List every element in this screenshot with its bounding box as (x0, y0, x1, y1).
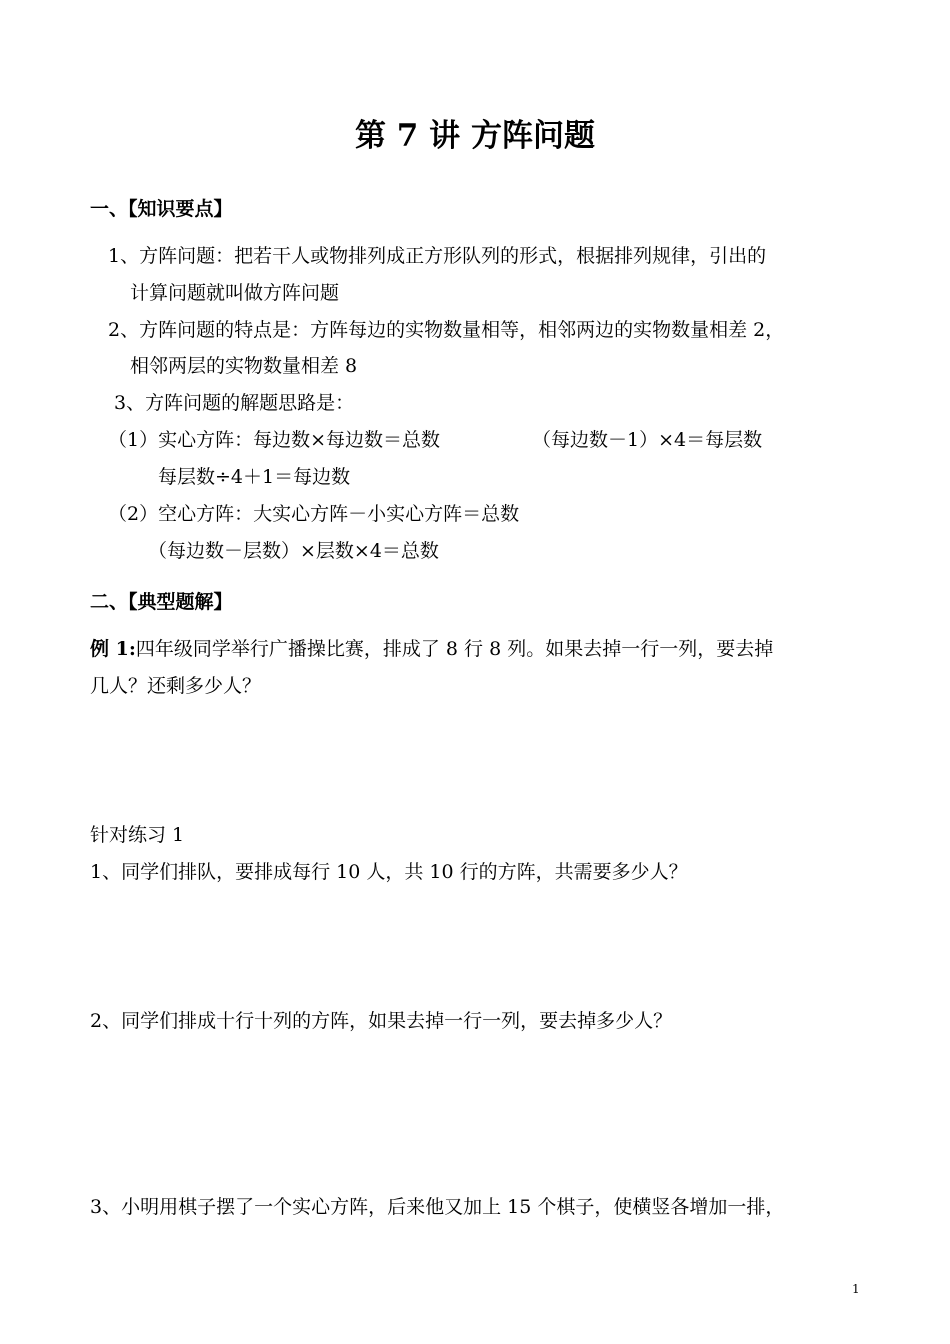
practice-question-2: 2、同学们排成十行十列的方阵，如果去掉一行一列，要去掉多少人？ (90, 1010, 673, 1032)
example-1-line-2: 几人？还剩多少人？ (90, 675, 262, 697)
formula-solid-side: 每层数÷4＋1＝每边数 (158, 466, 351, 488)
formula-solid-total: （1）实心方阵：每边数×每边数＝总数 (108, 429, 441, 451)
knowledge-point-2-line-2: 相邻两层的实物数量相差 8 (130, 355, 358, 377)
formula-solid-layer: （每边数－1）×4＝每层数 (532, 429, 763, 451)
formula-hollow-total: （2）空心方阵：大实心方阵－小实心方阵＝总数 (108, 503, 520, 525)
knowledge-point-2-line-1: 2、方阵问题的特点是：方阵每边的实物数量相等，相邻两边的实物数量相差 2， (108, 319, 785, 341)
knowledge-point-1-line-2: 计算问题就叫做方阵问题 (130, 282, 340, 304)
practice-question-1: 1、同学们排队，要排成每行 10 人，共 10 行的方阵，共需要多少人？ (90, 861, 688, 883)
example-1-label: 例 1: (90, 638, 136, 660)
example-1-line-1 (90, 636, 773, 662)
practice-title: 针对练习 1 (90, 824, 185, 846)
section-heading-knowledge: 一、【知识要点】 (90, 198, 233, 220)
page-title: 第 7 讲 方阵问题 (355, 118, 595, 154)
knowledge-point-1-line-1: 1、方阵问题：把若干人或物排列成正方形队列的形式，根据排列规律，引出的 (108, 245, 767, 267)
knowledge-point-3: 3、方阵问题的解题思路是： (114, 392, 355, 414)
formula-hollow-layers: （每边数－层数）×层数×4＝总数 (148, 540, 439, 562)
practice-question-3: 3、小明用棋子摆了一个实心方阵，后来他又加上 15 个棋子，使横竖各增加一排， (90, 1196, 785, 1218)
example-1-text: 四年级同学举行广播操比赛，排成了 8 行 8 列。如果去掉一行一列，要去掉 (135, 638, 774, 660)
page-number: 1 (852, 1282, 860, 1296)
section-heading-examples: 二、【典型题解】 (90, 591, 233, 613)
